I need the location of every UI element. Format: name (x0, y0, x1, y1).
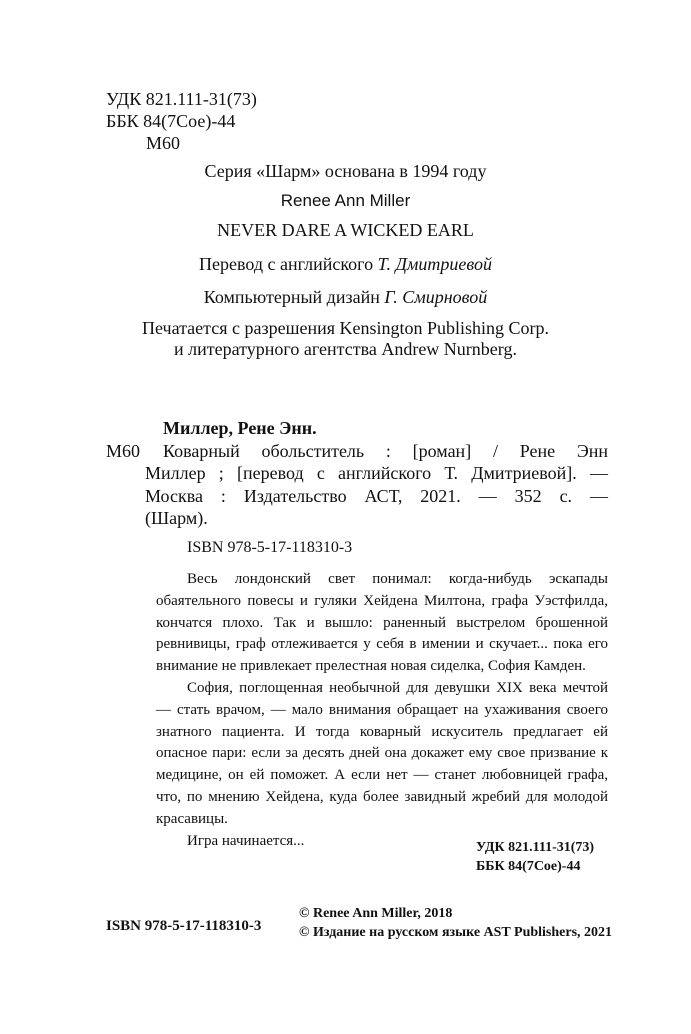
catalog-line-1: Коварный обольститель : [роман] / Рене Энн (163, 441, 608, 461)
translation-credit (0, 253, 691, 275)
bottom-udk: УДК 821.111-31(73) (476, 840, 595, 855)
design-label: Компьютерный дизайн (203, 287, 380, 307)
design-credit (0, 286, 691, 308)
catalog-line-3: Москва : Издательство АСТ, 2021. — 352 с. — (145, 486, 608, 506)
copyright-publisher: © Издание на русском языке AST Publishers, 2021 (299, 925, 613, 940)
annotation-paragraph-1: Весь лондонский свет понимал: когда-нибудь эскапады обаятельного повесы и гуляки Хейдена Милтона, графа Уэстфилда, кончатся плохо. Так и вышло: раненный выстрелом брошенной ревнивицы, граф отлеживается у себя в имении и скучает... пока его внимание не привлекает прелестная новая сиделка, София Камден. (156, 571, 608, 675)
footer-isbn: ISBN 978-5-17-118310-3 (106, 918, 262, 934)
catalog-line-4: (Шарм). (145, 508, 208, 528)
permission-line-2: и литературного агентства Andrew Nurnberg. (174, 339, 517, 359)
bbk-code: ББК 84(7Сое)-44 (106, 111, 236, 131)
catalog-mark: М60 (106, 441, 141, 461)
udk-code: УДК 821.111-31(73) (106, 89, 257, 109)
original-title: NEVER DARE A WICKED EARL (217, 220, 474, 240)
author-mark: М60 (146, 133, 181, 153)
bottom-bbk: ББК 84(7Сое)-44 (476, 859, 581, 874)
annotation-paragraph-3: Игра начинается... (187, 832, 305, 849)
translator-name: Т. Дмитриевой (377, 254, 492, 274)
original-author: Renee Ann Miller (280, 191, 411, 210)
designer-name: Г. Смирновой (384, 287, 488, 307)
catalog-heading: Миллер, Рене Энн. (163, 418, 317, 438)
translation-label: Перевод с английского (199, 254, 374, 274)
permission-line-1: Печатается с разрешения Kensington Publishing Corp. (141, 318, 550, 338)
catalog-isbn: ISBN 978-5-17-118310-3 (187, 539, 353, 556)
copyright-author: © Renee Ann Miller, 2018 (299, 906, 453, 921)
catalog-line-2: Миллер ; [перевод с английского Т. Дмитриевой]. — (145, 463, 608, 483)
annotation (156, 569, 608, 852)
series-note: Серия «Шарм» основана в 1994 году (204, 161, 487, 181)
annotation-paragraph-2: София, поглощенная необычной для девушки XIX века мечтой — стать врачом, — мало внимания обращает на ухаживания своего знатного пациента. И тогда коварный искуситель предлагает ей опасное пари: если за десять дней она докажет ему свое призвание к медицине, он ей поможет. А если нет — станет любовницей графа, что, по мнению Хейдена, куда более завидный жребий для молодой красавицы. (156, 679, 608, 827)
